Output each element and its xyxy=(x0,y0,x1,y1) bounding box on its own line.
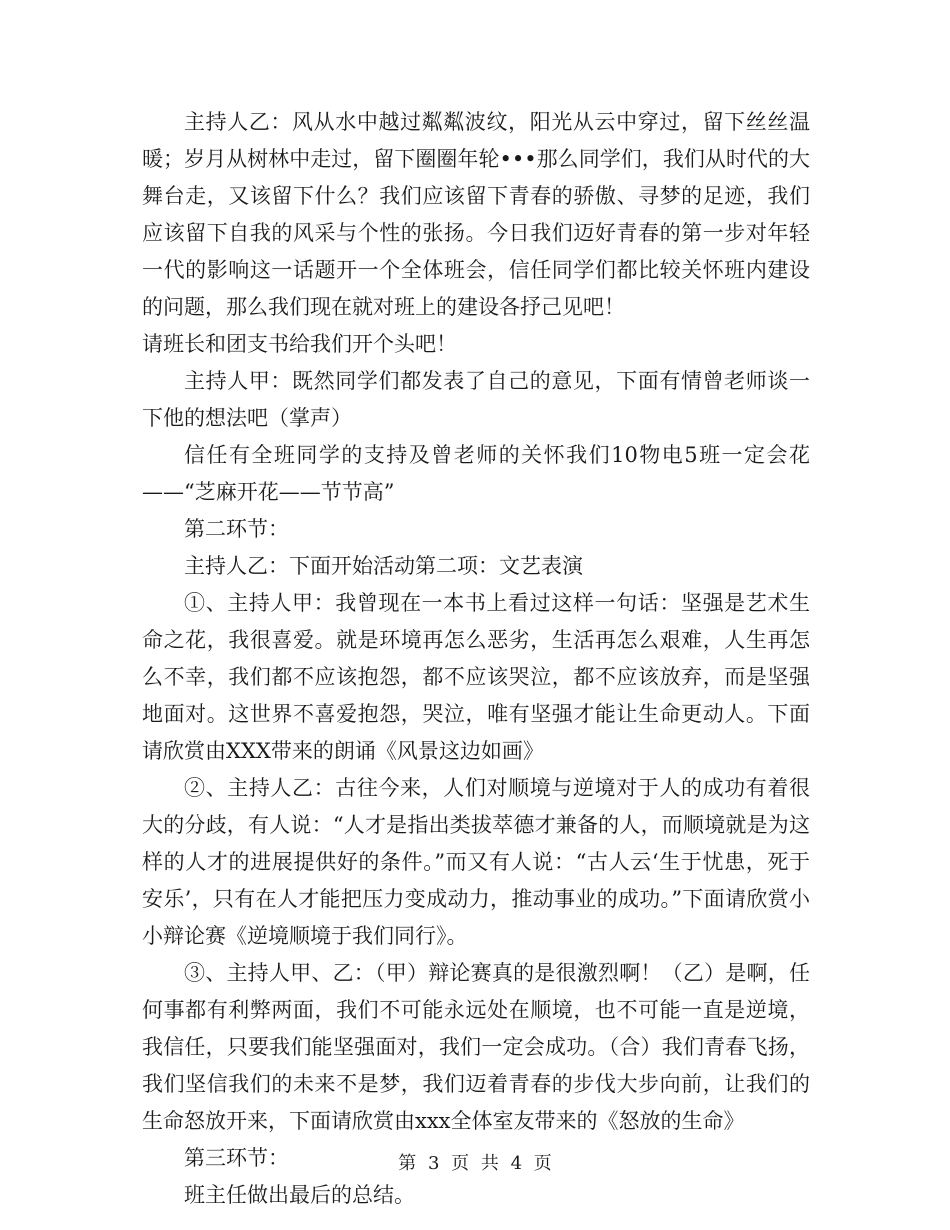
paragraph-item-2: ②、主持人乙：古往今来，人们对顺境与逆境对于人的成功有着很大的分歧，有人说：“人才是指出类拔萃德才兼备的人，而顺境就是为这样的人才的进展提供好的条件。”而又有人说：“古人云‘生于忧患，死于安乐’，只有在人才能把压力变成动力，推动事业的成功。”下面请欣赏小小辩论赛《逆境顺境于我们同行》。 xyxy=(142,776,810,948)
page-footer xyxy=(0,1152,950,1176)
paragraph-item-3: ③、主持人甲、乙：（甲）辩论赛真的是很激烈啊！（乙）是啊，任何事都有利弊两面，我们不可能永远处在顺境，也不可能一直是逆境，我信任，只要我们能坚强面对，我们一定会成功。（合）我们青春飞扬，我们坚信我们的未来不是梦，我们迈着青春的步伐大步向前，让我们的生命怒放开来，下面请欣赏由xxx全体室友带来的《怒放的生命》 xyxy=(142,961,810,1133)
paragraph-host-b-performance: 主持人乙：下面开始活动第二项：文艺表演 xyxy=(184,554,583,578)
document-body xyxy=(142,104,810,1214)
paragraph-invite-monitor: 请班长和团支书给我们开个头吧！ xyxy=(142,332,457,356)
section-heading-second: 第二环节： xyxy=(184,517,289,541)
paragraph-item-1: ①、主持人甲：我曾现在一本书上看过这样一句话：坚强是艺术生命之花，我很喜爱。就是环境再怎么恶劣，生活再怎么艰难，人生再怎么不幸，我们都不应该抱怨，都不应该哭泣，都不应该放弃，而是坚强地面对。这世界不喜爱抱怨，哭泣，唯有坚强才能让生命更动人。下面请欣赏由XXX带来的朗诵《风景这边如画》 xyxy=(142,591,810,763)
paragraph-class-motto: 信任有全班同学的支持及曾老师的关怀我们10物电5班一定会花——“芝麻开花——节节高” xyxy=(142,443,810,504)
paragraph-host-a-teacher: 主持人甲：既然同学们都发表了自己的意见，下面有情曾老师谈一下他的想法吧（掌声） xyxy=(142,369,810,430)
paragraph-host-b-opening: 主持人乙：风从水中越过粼粼波纹，阳光从云中穿过，留下丝丝温暖；岁月从树林中走过，留下圈圈年轮•••那么同学们，我们从时代的大舞台走，又该留下什么？我们应该留下青春的骄傲、寻梦的足迹，我们应该留下自我的风采与个性的张扬。今日我们迈好青春的第一步对年轻一代的影响这一话题开一个全体班会，信任同学们都比较关怀班内建设的问题，那么我们现在就对班上的建设各抒己见吧！ xyxy=(142,110,810,319)
section-heading-third: 第三环节： xyxy=(184,1146,289,1170)
page-number: 第 3 页 共 4 页 xyxy=(398,1153,552,1174)
paragraph-teacher-summary: 班主任做出最后的总结。 xyxy=(184,1183,415,1207)
